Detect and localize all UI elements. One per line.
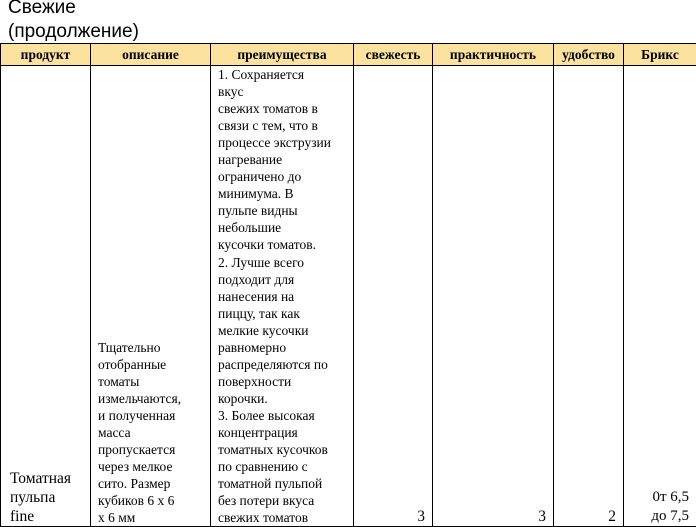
brix-line: 0т 6,5 — [652, 489, 689, 506]
advantages-line: свежих томатов в — [218, 101, 318, 117]
advantages-line: без потери вкуса — [218, 493, 315, 509]
cell-practicality: 3 — [433, 66, 554, 527]
advantages-line: пиццу, так как — [218, 305, 300, 321]
advantages-line: по сравнению с — [218, 459, 308, 475]
advantages-line: томатной пульпой — [218, 476, 323, 492]
advantages-line: нанесения на — [218, 288, 295, 304]
header-description: описание — [91, 44, 211, 66]
description-line: масса — [98, 424, 131, 440]
product-line: Томатная — [10, 470, 72, 488]
advantages-line: небольшие — [218, 220, 282, 236]
advantages-line: минимума. В — [218, 186, 294, 202]
advantages-line: распределяются по — [218, 356, 328, 372]
advantages-line: вкус — [218, 84, 244, 100]
advantages-line: поверхности — [218, 373, 292, 389]
table-header-row — [1, 44, 696, 66]
cell-freshness: 3 — [354, 66, 433, 527]
cell-brix — [624, 66, 696, 527]
advantages-line: равномерно — [218, 339, 287, 355]
description-line: кубиков 6 x 6 — [98, 493, 175, 509]
cell-advantages — [211, 66, 354, 527]
advantages-line: процессе экструзии — [218, 135, 331, 151]
advantages-line: концентрация — [218, 424, 298, 440]
product-line: fine — [10, 508, 35, 526]
description-line: отобранные — [98, 356, 167, 372]
cell-convenience: 2 — [554, 66, 624, 527]
advantages-line: томатных кусочков — [218, 442, 328, 458]
advantages-line: корочки. — [218, 390, 268, 406]
advantages-line: пульпе видны — [218, 203, 298, 219]
header-product: продукт — [1, 44, 91, 66]
section-title — [8, 0, 139, 44]
product-table — [0, 43, 696, 527]
table-row — [1, 66, 696, 527]
description-line: измельчаются, — [98, 390, 182, 406]
product-line: пульпа — [10, 489, 56, 507]
header-practicality: практичность — [433, 44, 554, 66]
advantages-line: ограничено до — [218, 169, 302, 185]
description-line: сито. Размер — [98, 476, 171, 492]
advantages-line: кусочки томатов. — [218, 237, 316, 253]
description-line: через мелкое — [98, 459, 173, 475]
header-brix: Брикс — [624, 44, 696, 66]
section-title-line-1: Свежие — [8, 0, 76, 18]
advantages-line: 1. Сохраняется — [218, 67, 305, 82]
advantages-line: свежих томатов — [218, 510, 309, 526]
description-line: томаты — [98, 373, 140, 389]
description-line: и полученная — [98, 407, 176, 423]
header-freshness: свежесть — [354, 44, 433, 66]
advantages-line: связи с тем, что в — [218, 118, 318, 134]
cell-description — [91, 66, 211, 527]
advantages-line: мелкие кусочки — [218, 322, 309, 338]
brix-line: до 7,5 — [651, 508, 689, 525]
advantages-line: 3. Более высокая — [218, 407, 315, 423]
description-line: Тщательно — [98, 339, 161, 355]
advantages-line: нагревание — [218, 152, 283, 168]
advantages-line: подходит для — [218, 271, 295, 287]
cell-product — [1, 66, 91, 527]
header-convenience: удобство — [554, 44, 624, 66]
section-title-line-2: (продолжение) — [8, 21, 139, 42]
advantages-line: 2. Лучше всего — [218, 254, 305, 270]
description-line: x 6 мм — [98, 510, 136, 526]
description-line: пропускается — [98, 442, 176, 458]
header-advantages: преимущества — [211, 44, 354, 66]
